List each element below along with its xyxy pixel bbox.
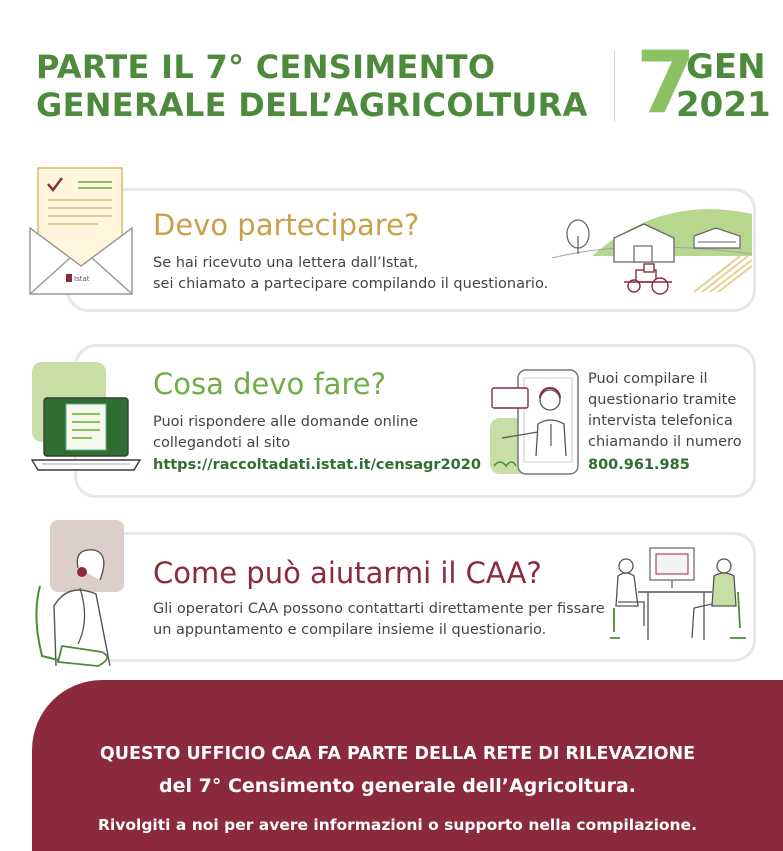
date-day: 7	[636, 33, 696, 133]
title-line-2: GENERALE DELL’AGRICOLTURA	[36, 86, 588, 124]
phone-text-line: chiamando il numero	[588, 434, 742, 450]
istat-logo-text: Istat	[74, 275, 90, 283]
survey-url-link[interactable]: https://raccoltadati.istat.it/censagr2020	[153, 457, 481, 473]
envelope-letter-icon	[28, 166, 134, 298]
phone-text-line: Puoi compilare il	[588, 371, 708, 387]
section-text-line: sei chiamato a partecipare compilando il questionario.	[153, 276, 549, 292]
phone-text-line: intervista telefonica	[588, 413, 733, 429]
section-heading-partecipare: Devo partecipare?	[153, 208, 420, 242]
date-year: 2021	[676, 85, 771, 125]
phone-number[interactable]: 800.961.985	[588, 457, 690, 473]
phone-text-line: questionario tramite	[588, 392, 737, 408]
date-month: GEN	[686, 47, 766, 87]
section-text-line: collegandoti al sito	[153, 435, 291, 451]
footer-line-1: QUESTO UFFICIO CAA FA PARTE DELLA RETE DI RILEVAZIONE	[99, 744, 696, 764]
farm-tractor-illustration	[552, 196, 752, 300]
section-text-line: un appuntamento e compilare insieme il questionario.	[153, 622, 547, 638]
section-heading-caa: Come può aiutarmi il CAA?	[153, 556, 542, 590]
laptop-icon	[30, 394, 142, 474]
phone-operator-illustration	[478, 366, 582, 478]
footer-line-3: Rivolgiti a noi per avere informazioni o supporto nella compilazione.	[98, 816, 697, 834]
office-meeting-illustration	[608, 542, 748, 646]
header-divider	[614, 50, 615, 122]
caller-chair-icon	[32, 546, 124, 670]
page-title	[36, 48, 588, 124]
title-line-1: PARTE IL 7° CENSIMENTO	[36, 48, 496, 86]
section-text-line: Gli operatori CAA possono contattarti direttamente per fissare	[153, 601, 605, 617]
section-text-line: Se hai ricevuto una lettera dall’Istat,	[153, 255, 419, 271]
section-text-line: Puoi rispondere alle domande online	[153, 414, 419, 430]
footer-line-2: del 7° Censimento generale dell’Agricoltura.	[159, 775, 636, 797]
section-heading-cosa-fare: Cosa devo fare?	[153, 367, 386, 401]
